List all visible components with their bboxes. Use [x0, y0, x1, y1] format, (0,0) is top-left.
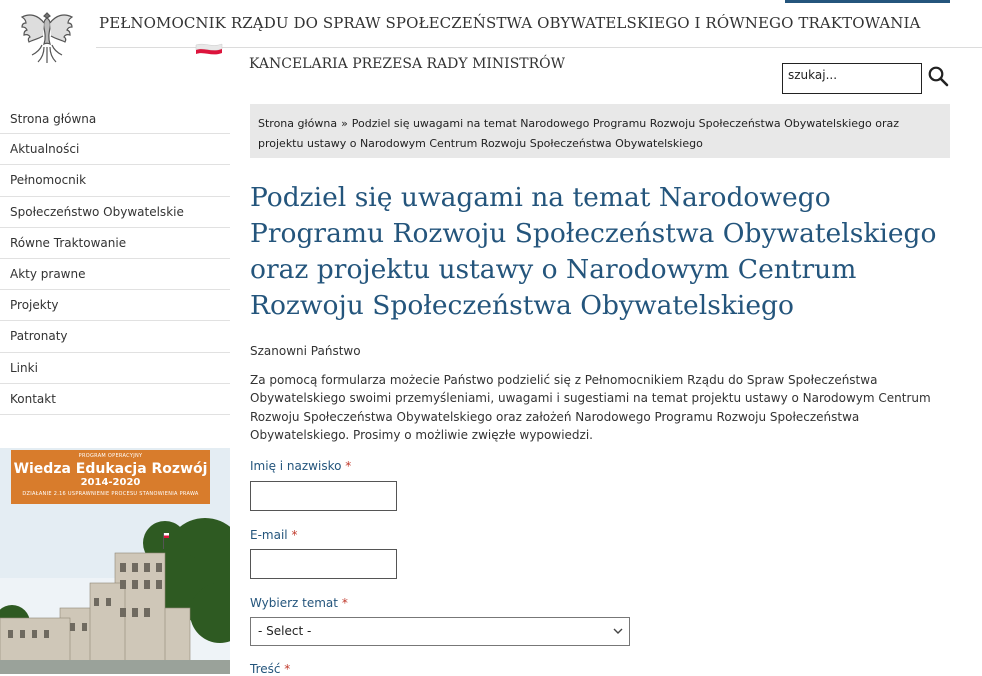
search-input[interactable]: szukaj...	[782, 63, 922, 94]
name-field[interactable]	[250, 481, 397, 511]
banner-note: DZIAŁANIE 2.16 USPRAWNIENIE PROCESU STANOWIENIA PRAWA	[22, 491, 199, 497]
chevron-down-icon	[613, 627, 623, 635]
site-subtitle[interactable]: KANCELARIA PREZESA RADY MINISTRÓW	[249, 56, 566, 72]
sidebar-item-linki[interactable]: Linki	[0, 353, 230, 384]
topic-label	[250, 596, 348, 610]
breadcrumb-separator: »	[341, 117, 348, 130]
breadcrumb	[250, 104, 950, 158]
required-mark: *	[341, 596, 348, 610]
breadcrumb-current: Podziel się uwagami na temat Narodowego Programu Rozwoju Społeczeństwa Obywatelskiego oraz projektu ustawy o Narodowym Centrum Rozwoju Społeczeństwa Obywatelskiego	[258, 117, 900, 150]
greeting-text: Szanowni Państwo	[250, 344, 361, 358]
name-label-text: Imię i nazwisko	[250, 459, 342, 473]
sidebar-item-strona-glowna[interactable]: Strona główna	[0, 103, 230, 134]
page-title: Podziel się uwagami na temat Narodowego Programu Rozwoju Społeczeństwa Obywatelskiego oraz projektu ustawy o Narodowym Centrum Rozwoju Społeczeństwa Obywatelskiego	[250, 182, 937, 321]
polish-eagle-emblem-icon[interactable]	[18, 5, 76, 67]
content-label-text: Treść	[250, 662, 281, 676]
site-title[interactable]: PEŁNOMOCNIK RZĄDU DO SPRAW SPOŁECZEŃSTWA OBYWATELSKIEGO I RÓWNEGO TRAKTOWANIA	[99, 14, 921, 32]
sidebar-item-kontakt[interactable]: Kontakt	[0, 384, 230, 415]
intro-paragraph: Za pomocą formularza możecie Państwo podzielić się z Pełnomocnikiem Rządu do Spraw Społeczeństwa Obywatelskiego swoimi przemyśleniami, uwagami i sugestiami na temat projektu ustawy o Narodowym Centrum Rozwoju Społeczeństwa Obywatelskiego oraz założeń Narodowego Programu Rozwoju Społeczeństwa Obywatelskiego. Prosimy o możliwie zwięzłe wypowiedzi.	[250, 373, 931, 442]
name-label	[250, 459, 351, 473]
polish-flag-icon	[194, 40, 224, 56]
header-divider	[96, 47, 982, 48]
required-mark: *	[291, 528, 298, 542]
top-accent-bar	[785, 0, 950, 3]
topic-label-text: Wybierz temat	[250, 596, 338, 610]
sidebar-nav	[0, 103, 230, 415]
email-field[interactable]	[250, 549, 397, 579]
banner-label	[11, 450, 210, 504]
banner-years: 2014-2020	[80, 477, 141, 488]
required-mark: *	[284, 662, 291, 676]
sidebar-item-aktualnosci[interactable]: Aktualności	[0, 134, 230, 165]
banner-title: Wiedza Edukacja Rozwój	[13, 461, 208, 477]
sidebar-item-projekty[interactable]: Projekty	[0, 290, 230, 321]
topic-select[interactable]	[250, 617, 630, 646]
breadcrumb-home-link[interactable]: Strona główna	[258, 117, 338, 130]
email-label	[250, 528, 297, 542]
sidebar-item-spoleczenstwo-obywatelskie[interactable]: Społeczeństwo Obywatelskie	[0, 197, 230, 228]
topic-select-value: - Select -	[258, 624, 312, 638]
sidebar-item-pelnomocnik[interactable]: Pełnomocnik	[0, 165, 230, 196]
banner-top-text: PROGRAM OPERACYJNY	[78, 453, 143, 459]
sidebar-item-akty-prawne[interactable]: Akty prawne	[0, 259, 230, 290]
sidebar-item-rowne-traktowanie[interactable]: Równe Traktowanie	[0, 228, 230, 259]
search-icon[interactable]	[927, 65, 949, 87]
email-label-text: E-mail	[250, 528, 288, 542]
program-banner[interactable]	[0, 448, 230, 674]
required-mark: *	[345, 459, 352, 473]
sidebar-item-patronaty[interactable]: Patronaty	[0, 321, 230, 352]
